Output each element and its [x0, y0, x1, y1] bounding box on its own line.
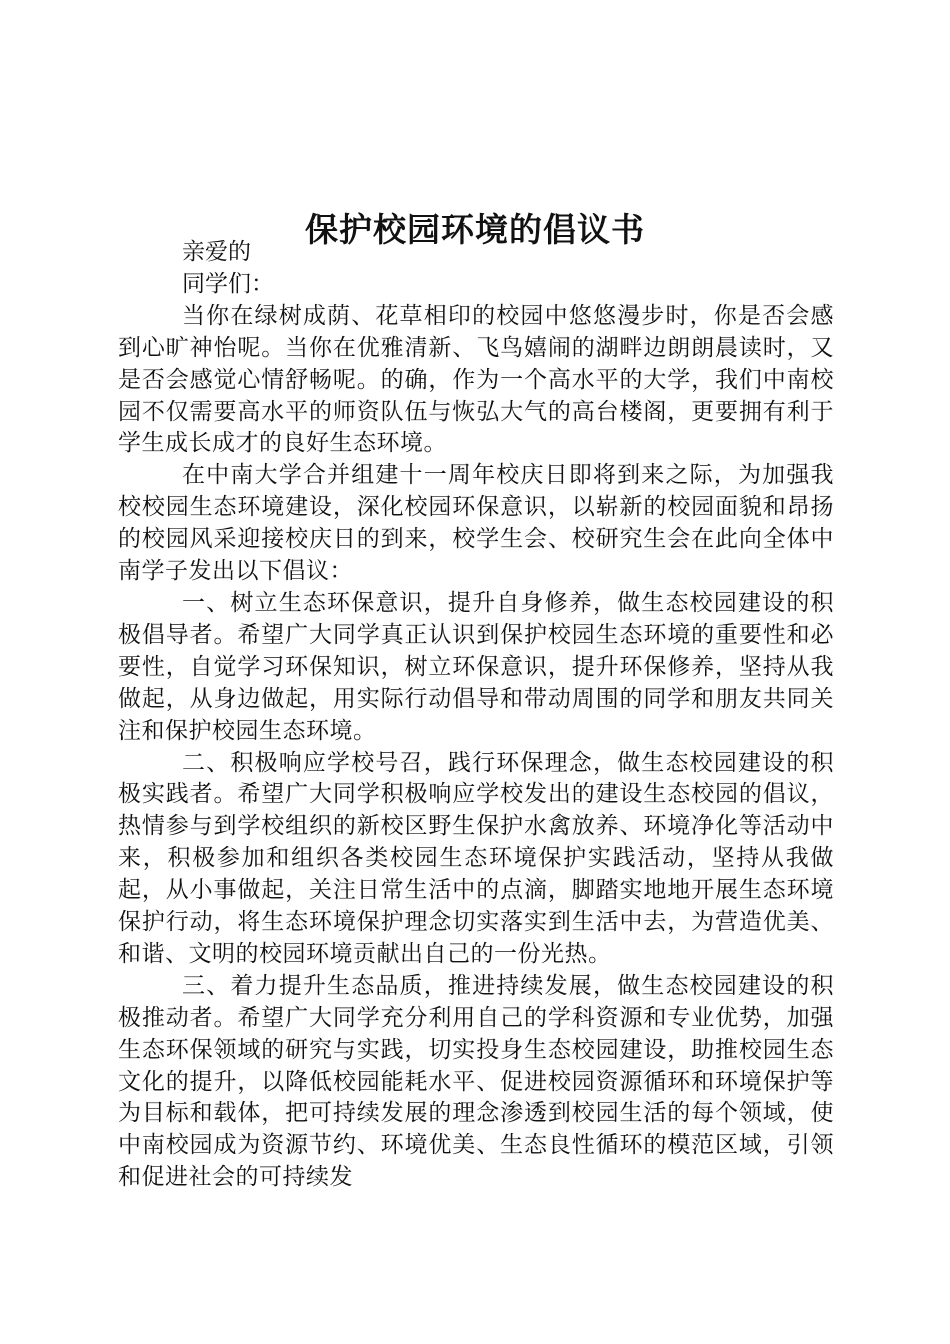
document-body — [118, 237, 834, 1194]
paragraph-proposal-2: 二、积极响应学校号召，践行环保理念，做生态校园建设的积极实践者。希望广大同学积极响应学校发出的建设生态校园的倡议，热情参与到学校组织的新校区野生保护水禽放养、环境净化等活动中来，积极参加和组织各类校园生态环境保护实践活动，坚持从我做起，从小事做起，关注日常生活中的点滴，脚踏实地地开展生态环境保护行动，将生态环境保护理念切实落实到生活中去，为营造优美、和谐、文明的校园环境贡献出自己的一份光热。 — [118, 749, 834, 967]
paragraph-occasion: 在中南大学合并组建十一周年校庆日即将到来之际，为加强我校校园生态环境建设，深化校园环保意识，以崭新的校园面貌和昂扬的校园风采迎接校庆日的到来，校学生会、校研究生会在此向全体中南学子发出以下倡议： — [118, 462, 834, 585]
paragraph-proposal-1: 一、树立生态环保意识，提升自身修养，做生态校园建设的积极倡导者。希望广大同学真正认识到保护校园生态环境的重要性和必要性，自觉学习环保知识，树立环保意识，提升环保修养，坚持从我做起，从身边做起，用实际行动倡导和带动周围的同学和朋友共同关注和保护校园生态环境。 — [118, 589, 834, 744]
paragraph-proposal-3: 三、着力提升生态品质，推进持续发展，做生态校园建设的积极推动者。希望广大同学充分利用自己的学科资源和专业优势，加强生态环保领域的研究与实践，切实投身生态校园建设，助推校园生态文化的提升，以降低校园能耗水平、促进校园资源循环和环境保护等为目标和载体，把可持续发展的理念渗透到校园生活的每个领域，使中南校园成为资源节约、环境优美、生态良性循环的模范区域，引领和促进社会的可持续发 — [118, 972, 834, 1191]
salutation-line-1: 亲爱的 — [182, 239, 251, 265]
salutation-line-2: 同学们： — [182, 270, 274, 297]
document-title: 保护校园环境的倡议书 — [305, 210, 645, 250]
paragraph-intro: 当你在绿树成荫、花草相印的校园中悠悠漫步时，你是否会感到心旷神怡呢。当你在优雅清新、飞鸟嬉闹的湖畔边朗朗晨读时，又是否会感觉心情舒畅呢。的确，作为一个高水平的大学，我们中南校园不仅需要高水平的师资队伍与恢弘大气的高台楼阁，更要拥有利于学生成长成才的良好生态环境。 — [118, 302, 834, 457]
